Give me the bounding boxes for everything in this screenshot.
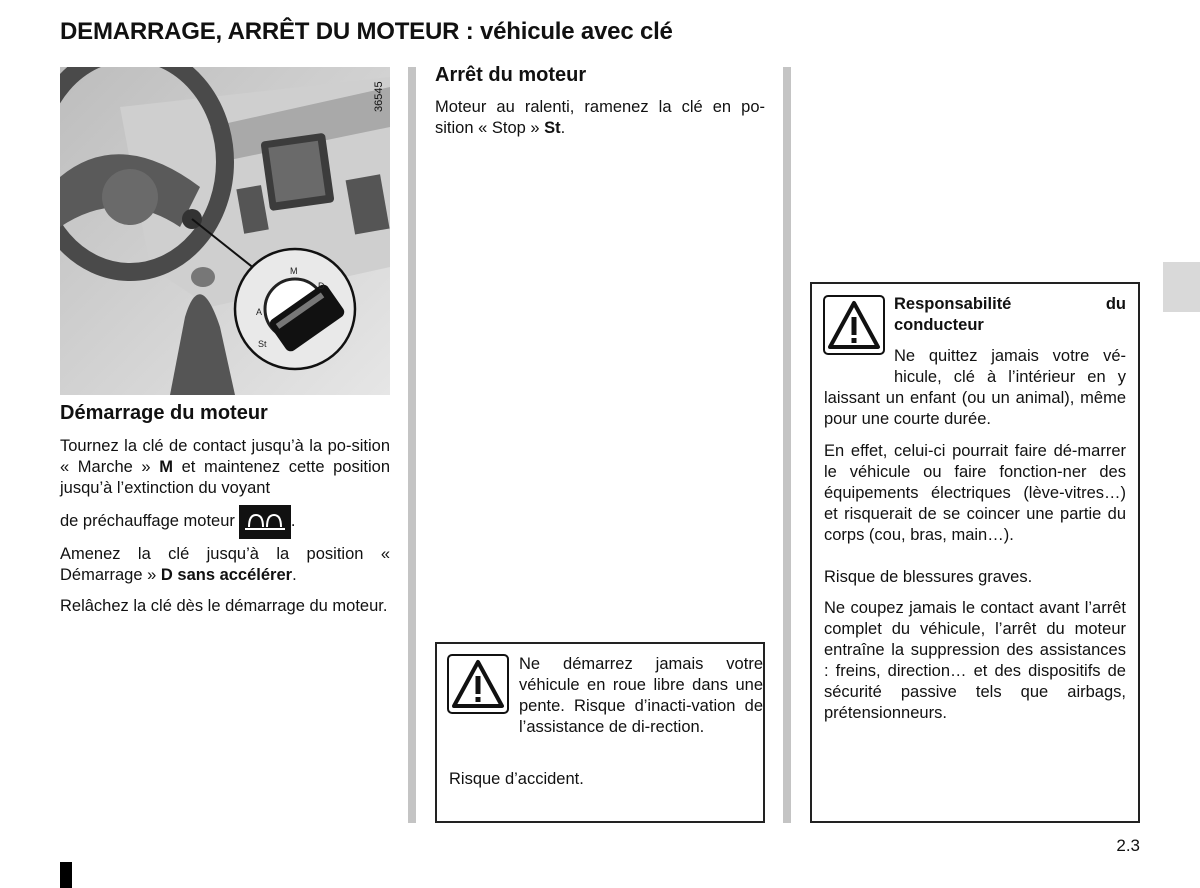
chapter-tab (1163, 262, 1200, 312)
key-position-st: St (258, 339, 267, 349)
page-edge-mark (60, 862, 72, 888)
driver-warning-paragraph-2: En effet, celui-ci pourrait faire dé-marrer le véhicule ou faire fonction-ner des équipements électriques (lève-vitres…) et risquerait de se coincer une partie du corps (cou, bras, main…). (824, 442, 1126, 544)
column-divider-right (783, 67, 791, 823)
key-position-a: A (256, 307, 263, 317)
page-title: DEMARRAGE, ARRÊT DU MOTEUR : véhicule avec clé (60, 18, 673, 45)
start-paragraph-1-end: de préchauffage moteur . (60, 503, 390, 539)
warning-box-freewheel (435, 642, 765, 823)
driver-warning-paragraph-3: Ne coupez jamais le contact avant l’arrêt complet du véhicule, l’arrêt du moteur entraîne la suppression des assistances : freins, direction… et des dispositifs de sécurité passive tels que airbags, prétensionneurs. (824, 599, 1126, 722)
warning-box-driver-responsibility (810, 282, 1140, 823)
glow-plug-icon (239, 505, 291, 539)
start-paragraph-3: Relâchez la clé dès le démarrage du moteur. (60, 597, 388, 615)
freewheel-warning-text: Ne démarrez jamais votre véhicule en roue libre dans une pente. Risque d’inacti-vation de l’assistance de di-rection. (519, 655, 763, 736)
freewheel-warning-risk: Risque d’accident. (449, 770, 584, 788)
heading-engine-stop: Arrêt du moteur (435, 64, 587, 86)
column-divider-left (408, 67, 416, 823)
driver-warning-title: Responsabilité du conducteur (894, 295, 1126, 334)
start-paragraph-2: Amenez la clé jusqu’à la position « Démarrage » D sans accélérer. (60, 545, 390, 584)
key-position-d: D (318, 281, 325, 291)
figure-reference: 36545 (373, 81, 385, 112)
driver-warning-paragraph-1: Ne quittez jamais votre vé-hicule, clé à l’intérieur en y laissant un enfant (ou un animal), même pour une courte durée. (824, 347, 1126, 428)
start-paragraph-1: Tournez la clé de contact jusqu’à la po-sition « Marche » M et maintenez cette position jusqu’à l’extinction du voyant (60, 437, 390, 497)
stop-paragraph: Moteur au ralenti, ramenez la clé en po-sition « Stop » St. (435, 98, 765, 137)
key-position-m: M (290, 266, 298, 276)
driver-warning-risk: Risque de blessures graves. (824, 568, 1033, 586)
dashboard-illustration (60, 67, 390, 395)
page-number: 2.3 (1116, 836, 1140, 855)
heading-engine-start: Démarrage du moteur (60, 402, 268, 424)
